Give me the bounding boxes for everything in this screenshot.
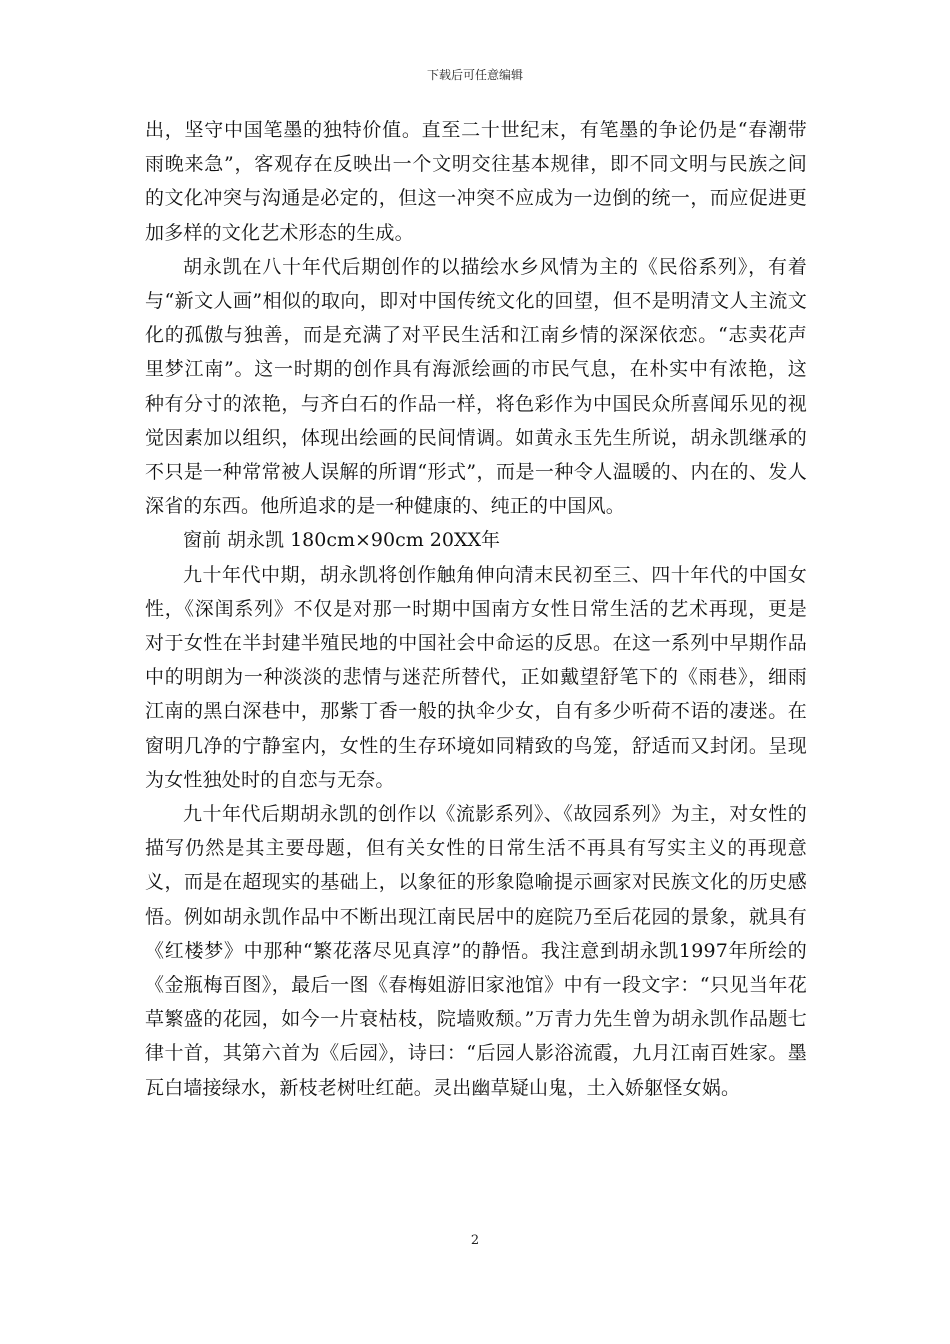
page-header: 下载后可任意编辑 — [426, 68, 523, 82]
page-number: 2 — [470, 1233, 480, 1248]
paragraph-3: 九十年代中期，胡永凯将创作触角伸向清末民初至三、四十年代的中国女性，《深闺系列》不仅是对那一时期中国南方女性日常生活的艺术再现，更是对于女性在半封建半殖民地的中国社会中命运的反思。在这一系列中早期作品中的明朗为一种淡淡的悲情与迷茫所替代，正如戴望舒笔下的《雨巷》，细雨江南的黑白深巷中，那紫丁香一般的执伞少女，自有多少听荷不语的凄迷。在窗明几净的宁静室内，女性的生存环境如同精致的鸟笼，舒适而又封闭。呈现为女性独处时的自恋与无奈。 — [145, 563, 807, 791]
paragraph-2: 胡永凯在八十年代后期创作的以描绘水乡风情为主的《民俗系列》，有着与“新文人画”相似的取向，即对中国传统文化的回望，但不是明清文人主流文化的孤傲与独善，而是充满了对平民生活和江南乡情的深深依恋。“志卖花声里梦江南”。这一时期的创作具有海派绘画的市民气息，在朴实中有浓艳，这种有分寸的浓艳，与齐白石的作品一样，将色彩作为中国民众所喜闻乐见的视觉因素加以组织，体现出绘画的民间情调。如黄永玉先生所说，胡永凯继承的不只是一种常常被人误解的所谓“形式”，而是一种令人温暖的、内在的、发人深省的东西。他所追求的是一种健康的、纯正的中国风。 — [145, 255, 807, 518]
artwork-caption: 窗前 胡永凯 180cm×90cm 20XX年 — [183, 529, 501, 552]
body-text — [145, 113, 807, 1105]
paragraph-4: 九十年代后期胡永凯的创作以《流影系列》、《故园系列》为主，对女性的描写仍然是其主要母题，但有关女性的日常生活不再具有写实主义的再现意义，而是在超现实的基础上，以象征的形象隐喻提示画家对民族文化的历史感悟。例如胡永凯作品中不断出现江南民居中的庭院乃至后花园的景象，就具有《红楼梦》中那种“繁花落尽见真淳”的静悟。我注意到胡永凯1997年所绘的《金瓶梅百图》，最后一图《春梅姐游旧家池馆》中有一段文字：“只见当年花草繁盛的花园，如今一片衰枯枝，院墙败颓。”万青力先生曾为胡永凯作品题七律十首，其第六首为《后园》，诗曰：“后园人影浴流霞，九月江南百姓家。墨瓦白墙接绿水，新枝老树吐红葩。灵出幽草疑山鬼，土入娇躯怪女娲。 — [145, 803, 807, 1099]
paragraph-1: 出，坚守中国笔墨的独特价值。直至二十世纪末，有笔墨的争论仍是“春潮带雨晚来急”，客观存在反映出一个文明交往基本规律，即不同文明与民族之间的文化冲突与沟通是必定的，但这一冲突不应成为一边倒的统一，而应促进更加多样的文化艺术形态的生成。 — [145, 119, 807, 244]
